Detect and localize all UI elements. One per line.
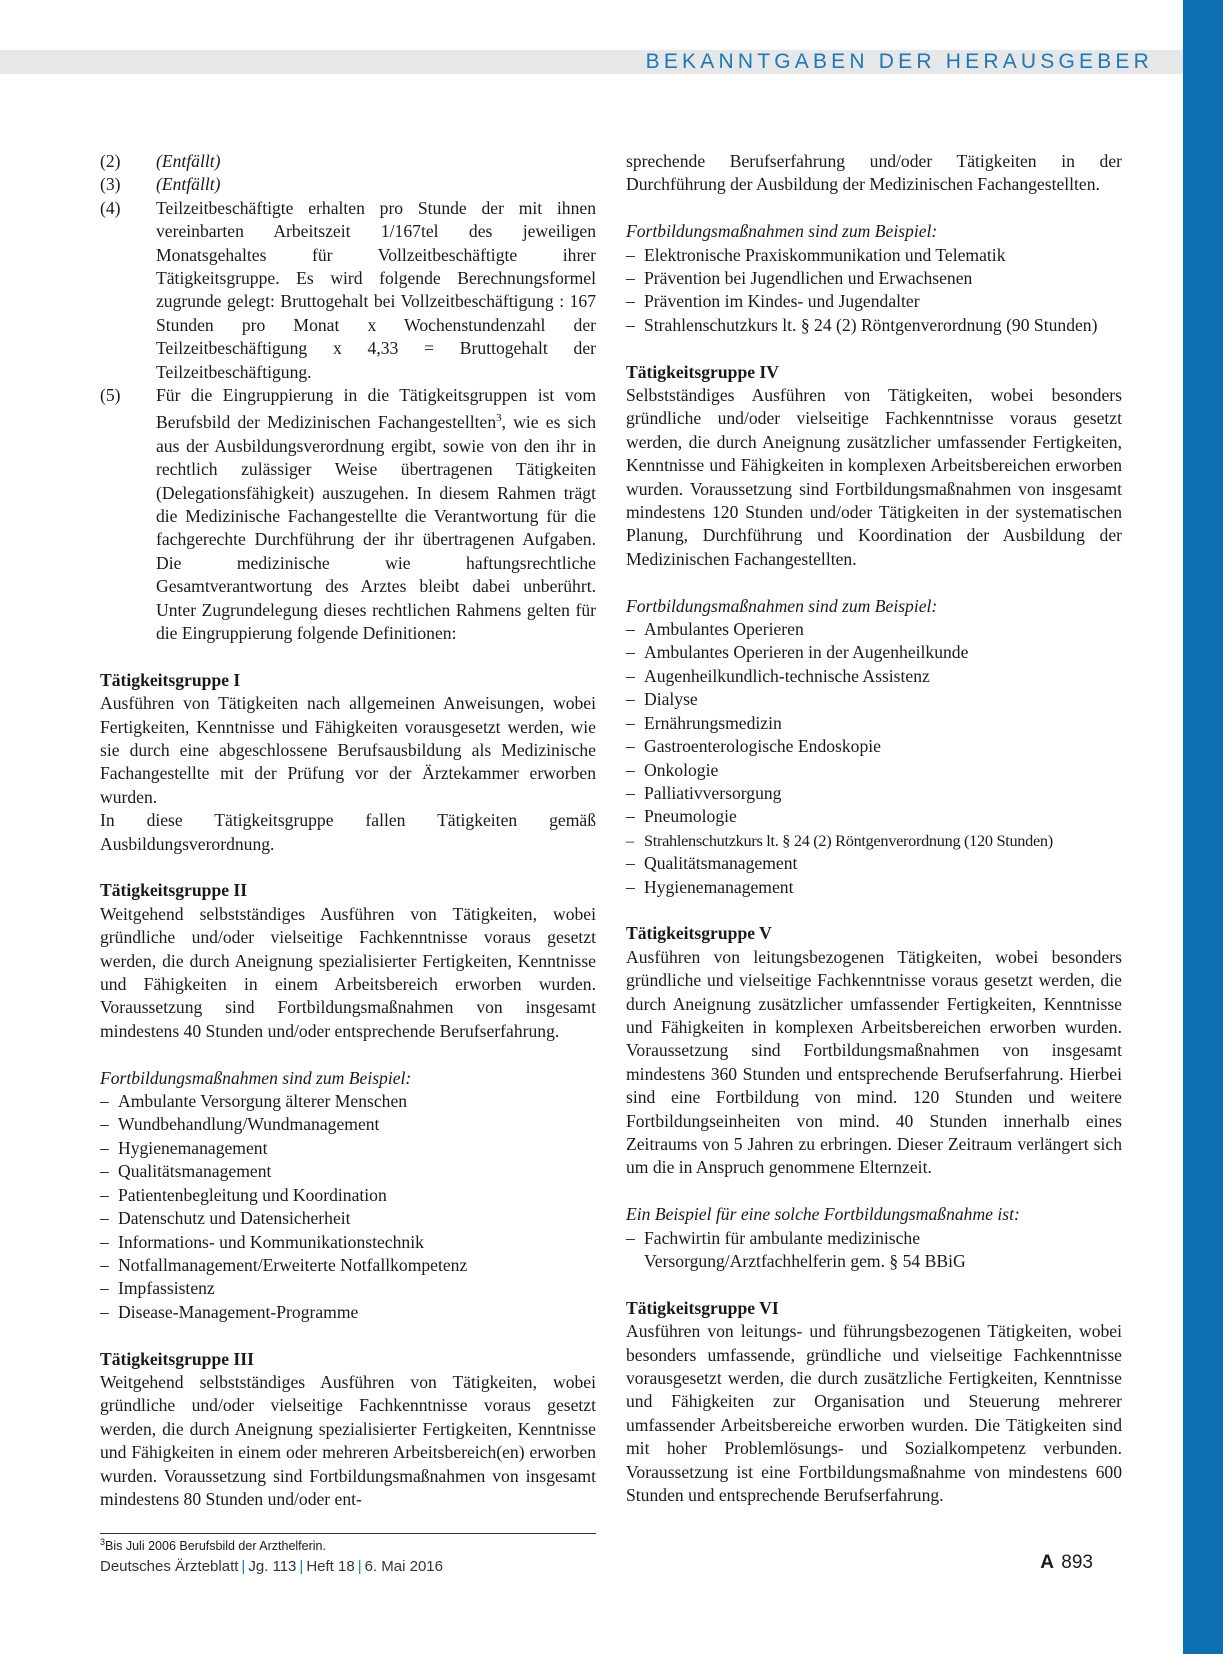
list-item: – Datenschutz und Datensicherheit: [100, 1207, 596, 1230]
list-item: – Hygienemanagement: [626, 876, 1122, 899]
section-title: BEKANNTGABEN DER HERAUSGEBER: [645, 50, 1153, 73]
footnote-divider: [100, 1533, 596, 1534]
footnote-mark: 3: [100, 1537, 106, 1547]
section-text: sprechende Berufserfahrung und/oder Tätigkeiten in der Durchführung der Ausbildung der Medizinischen Fachangestellten.: [626, 151, 1122, 195]
list-item: – Ambulantes Operieren: [626, 618, 1122, 641]
list-item: – Strahlenschutzkurs lt. § 24 (2) Röntgenverordnung (90 Stunden): [626, 314, 1122, 337]
page-number-value: 893: [1061, 1552, 1093, 1573]
section-heading: Tätigkeitsgruppe V: [626, 923, 772, 944]
list-item: – Dialyse: [626, 688, 1122, 711]
footnote-text: Bis Juli 2006 Berufsbild der Arzthelferin.: [105, 1539, 326, 1554]
page-number: [1040, 1552, 1093, 1574]
examples-list: [626, 1227, 1122, 1274]
journal-date: 6. Mai 2016: [364, 1558, 443, 1575]
section-text: Ausführen von Tätigkeiten nach allgemeinen Anweisungen, wobei Fertigkeiten, Kenntnisse und Fähigkeiten vorausgesetzt werden, wie sie durch eine abgeschlossene Berufsausbildung als Medizinische Fachangestellte mit der Prüfung vor der Ärztekammer erworben wurden.: [100, 693, 596, 807]
journal-name: Deutsches Ärzteblatt: [100, 1558, 239, 1575]
section-text: Ausführen von leitungs- und führungsbezogenen Tätigkeiten, wobei besonders umfassende, gründliche und vielseitige Fachkenntnisse vorausgesetzt werden, die durch zusätzliche Fertigkeiten, Kenntnisse und Fähigkeiten zur Organisation und Steuerung mehrerer umfassender Arbeitsbereiche erworben wurden. Die Tätigkeiten sind mit hoher Problemlösungs- und Sozialkompetenz verbunden. Voraussetzung ist eine Fortbildungsmaßnahme von mindestens 600 Stunden und entsprechende Berufserfahrung.: [626, 1321, 1122, 1506]
section-text: Weitgehend selbstständiges Ausführen von Tätigkeiten, wobei gründliche und/oder vielseitige Fachkenntnisse voraus gesetzt werden, die durch Aneignung spezialisierter Fertigkeiten, Kenntnisse und Fähigkeiten in einem oder mehreren Arbeitsbereich(en) erworben wurden. Voraussetzung sind Fortbildungsmaßnahmen von insgesamt mindestens 80 Stunden und/oder ent-: [100, 1371, 596, 1509]
examples-list: [100, 1090, 596, 1324]
list-item: – Impfassistenz: [100, 1277, 596, 1300]
sidebar-accent-bar: [1183, 0, 1223, 1654]
list-item: [100, 150, 596, 173]
list-item: – Hygienemanagement: [100, 1137, 596, 1160]
list-item: – Gastroenterologische Endoskopie: [626, 735, 1122, 758]
item-text: Teilzeitbeschäftigte erhalten pro Stunde der mit ihnen vereinbarten Arbeitszeit 1/167tel des jeweiligen Monatsgehaltes für Vollzeitbeschäftigte ihrer Tätigkeitsgruppe. Es wird folgende Berechnungsformel zugrunde gelegt: Bruttogehalt bei Vollzeitbeschäftigung : 167 Stunden pro Monat x Wochenstundenzahl der Teilzeitbeschäftigung x 4,33 = Bruttogehalt der Teilzeitbeschäftigung.: [156, 197, 596, 382]
list-item: – Elektronische Praxiskommunikation und Telematik: [626, 244, 1122, 267]
list-item: – Onkologie: [626, 759, 1122, 782]
section-text: In diese Tätigkeitsgruppe fallen Tätigkeiten gemäß Ausbildungsverordnung.: [100, 810, 596, 854]
list-item: – Ambulante Versorgung älterer Menschen: [100, 1090, 596, 1113]
right-column: [626, 150, 1122, 1507]
list-item: [100, 384, 596, 645]
list-item: – Augenheilkundlich-technische Assistenz: [626, 665, 1122, 688]
section-heading: Tätigkeitsgruppe III: [100, 1348, 254, 1369]
examples-label: Fortbildungsmaßnahmen sind zum Beispiel:: [626, 595, 938, 616]
list-item: – Notfallmanagement/Erweiterte Notfallkompetenz: [100, 1254, 596, 1277]
section-heading: Tätigkeitsgruppe VI: [626, 1297, 779, 1318]
left-column: [100, 150, 596, 1511]
item-text-part: , wie es sich aus der Ausbildungsverordnung ergibt, sowie von den ihr in rechtlich zulässiger Weise übertragenen Tätigkeiten (Delegationsfähigkeit) auszugehen. In diesem Rahmen trägt die Medizinische Fachangestellte die Verantwortung für die fachgerechte Durchführung der ihr übertragenen Aufgaben. Die medizinische wie haftungsrechtliche Gesamtverantwortung des Arztes bleibt dabei unberührt. Unter Zugrundelegung dieses rechtlichen Rahmens gelten für die Eingruppierung folgende Definitionen:: [156, 412, 596, 643]
list-item: – Strahlenschutzkurs lt. § 24 (2) Röntgenverordnung (120 Stunden): [626, 829, 1122, 852]
footnote-ref: 3: [496, 412, 502, 425]
list-item: – Wundbehandlung/Wundmanagement: [100, 1113, 596, 1136]
list-item: [100, 197, 596, 384]
item-text-part: Für die Eingruppierung in die Tätigkeitsgruppen ist vom Berufsbild der Medizinischen Fachangestellten: [156, 385, 596, 433]
section-heading: Tätigkeitsgruppe IV: [626, 361, 779, 382]
item-text: (Entfällt): [156, 151, 221, 171]
examples-list: [626, 618, 1122, 899]
list-item: – Informations- und Kommunikationstechnik: [100, 1231, 596, 1254]
list-item: – Palliativversorgung: [626, 782, 1122, 805]
list-item: – Pneumologie: [626, 805, 1122, 828]
examples-label: Ein Beispiel für eine solche Fortbildungsmaßnahme ist:: [626, 1204, 1020, 1225]
item-text: (Entfällt): [156, 174, 221, 195]
item-number: (4): [100, 197, 121, 218]
item-number: (3): [100, 174, 121, 195]
item-text: [156, 384, 596, 645]
list-item: – Prävention bei Jugendlichen und Erwachsenen: [626, 267, 1122, 290]
list-item: – Qualitätsmanagement: [100, 1160, 596, 1183]
item-number: (2): [100, 151, 121, 171]
item-number: (5): [100, 385, 121, 406]
page-footer: Deutsches Ärzteblatt | Jg. 113 | Heft 18 | 6. Mai 2016: [100, 1558, 443, 1575]
list-item: – Prävention im Kindes- und Jugendalter: [626, 290, 1122, 313]
footnote: [100, 1537, 326, 1553]
list-item: [100, 173, 596, 196]
list-item: – Ernährungsmedizin: [626, 712, 1122, 735]
examples-label: Fortbildungsmaßnahmen sind zum Beispiel:: [626, 221, 938, 242]
section-text: Ausführen von leitungsbezogenen Tätigkeiten, wobei besonders gründliche und vielseitige Fachkenntnisse voraus gesetzt werden, die durch Aneignung zusätzlicher umfassender Fertigkeiten, Kenntnisse und Fähigkeiten in komplexen Arbeitsbereichen erworben wurden. Voraussetzung sind Fortbildungsmaßnahmen von insgesamt mindestens 360 Stunden und entsprechende Berufserfahrung. Hierbei sind eine Fortbildung von mind. 120 Stunden und weitere Fortbildungseinheiten von mind. 40 Stunden innerhalb eines Zeitraums von 5 Jahren zu erbringen. Dieser Zeitraum verlängert sich um die in Anspruch genommene Elternzeit.: [626, 946, 1122, 1178]
section-heading: Tätigkeitsgruppe I: [100, 669, 241, 690]
section-text: Weitgehend selbstständiges Ausführen von Tätigkeiten, wobei gründliche und/oder vielseitige Fachkenntnisse voraus gesetzt werden, die durch Aneignung spezialisierter Fertigkeiten, Kenntnisse und Fähigkeiten in einem Arbeitsbereich erworben wurden. Voraussetzung sind Fortbildungsmaßnahmen von insgesamt mindestens 40 Stunden und/oder entsprechende Berufserfahrung.: [100, 903, 596, 1041]
journal-issue: Heft 18: [306, 1558, 355, 1575]
examples-list: [626, 244, 1122, 338]
list-item: – Ambulantes Operieren in der Augenheilkunde: [626, 641, 1122, 664]
list-item: – Qualitätsmanagement: [626, 852, 1122, 875]
page-prefix: A: [1040, 1552, 1055, 1573]
section-text: Selbstständiges Ausführen von Tätigkeiten, wobei besonders gründliche und/oder vielseitige Fachkenntnisse voraus gesetzt werden, die durch Aneignung zusätzlicher umfassender Fertigkeiten, Kenntnisse und Fähigkeiten in komplexen Arbeitsbereichen erworben wurden. Voraussetzung sind Fortbildungsmaßnahmen von insgesamt mindestens 120 Stunden und/oder Tätigkeiten in der systematischen Planung, Durchführung und Koordination der Ausbildung der Medizinischen Fachangestellten.: [626, 385, 1122, 569]
numbered-paragraphs: [100, 150, 596, 645]
list-item: – Fachwirtin für ambulante medizinische Versorgung/Arztfachhelferin gem. § 54 BBiG: [626, 1227, 1122, 1274]
list-item: – Disease-Management-Programme: [100, 1301, 596, 1324]
examples-label: Fortbildungsmaßnahmen sind zum Beispiel:: [100, 1067, 412, 1088]
list-item: – Patientenbegleitung und Koordination: [100, 1184, 596, 1207]
section-heading: Tätigkeitsgruppe II: [100, 880, 248, 901]
journal-volume: Jg. 113: [248, 1558, 297, 1575]
